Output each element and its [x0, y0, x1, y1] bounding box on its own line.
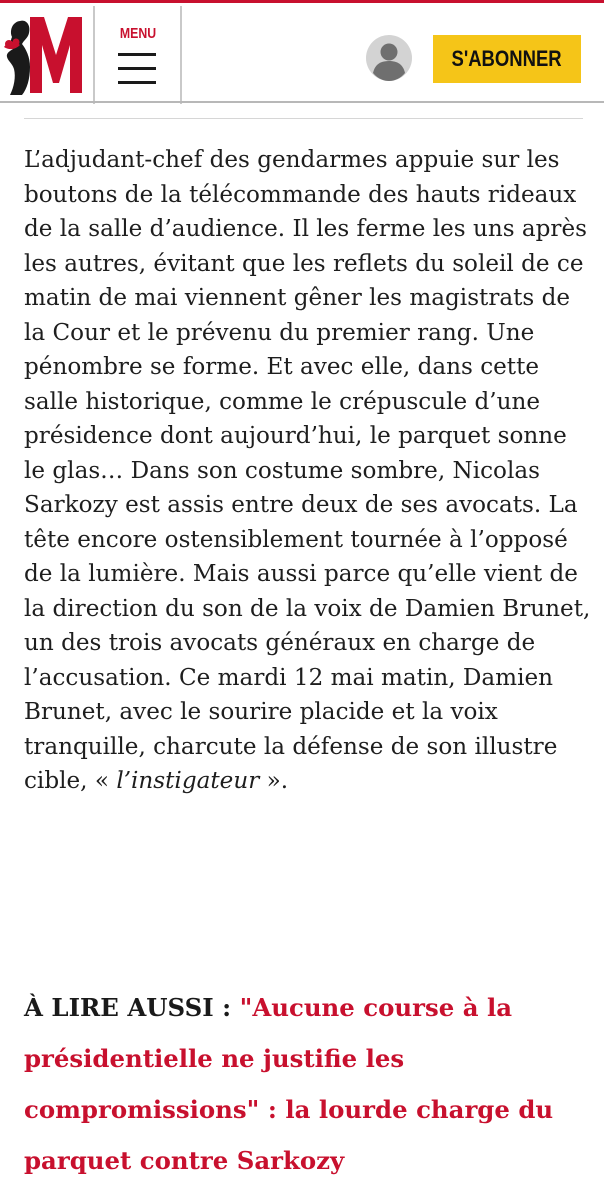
site-header — [0, 3, 604, 101]
header-bottom-border — [0, 101, 604, 103]
subscribe-button[interactable] — [433, 35, 581, 83]
article-text: L’adjudant-chef des gendarmes appuie sur les boutons de la télécommande des hauts rideaux de la salle d’audience. Il les ferme les uns après les autres, évitant que les reflets du soleil de ce matin de mai viennent gêner les magistrats de la Cour et le prévenu du premier rang. Une pénombre se forme. Et avec elle, dans cette salle historique, comme le crépuscule d’une présidence dont aujourd’hui, le parquet sonne le glas… Dans son costume sombre, Nicolas Sarkozy est assis entre deux de ses avocats. La tête encore ostensiblement tournée à l’opposé de la lumière. Mais aussi parce qu’elle vient de la direction du son de la voix de Damien Brunet, un des trois avocats généraux en charge de l’accusation. Ce mardi 12 mai matin, Damien Brunet, avec le sourire placide et la voix tranquille, charcute la défense de son illustre cible, « — [24, 147, 591, 794]
read-also-link[interactable]: "Aucune course à la présidentielle ne justifie les compromissions" : la lourde charge du parquet contre Sarkozy — [24, 993, 554, 1175]
article-quote: l’instigateur — [116, 768, 260, 794]
article-paragraph — [24, 143, 592, 799]
user-avatar-icon[interactable] — [366, 35, 412, 81]
article-text-end: ». — [259, 768, 289, 794]
read-also-prefix: À LIRE AUSSI : — [24, 993, 240, 1022]
subscribe-label: S'ABONNER — [451, 46, 563, 71]
header-divider — [93, 6, 95, 104]
site-logo[interactable] — [0, 11, 92, 101]
marianne-logo-icon — [0, 11, 92, 101]
menu-label: MENU — [119, 25, 157, 42]
header-divider — [180, 6, 182, 104]
hamburger-icon — [118, 53, 156, 87]
menu-button[interactable] — [96, 3, 180, 101]
read-also-block — [24, 982, 592, 1186]
content-divider — [24, 118, 583, 119]
